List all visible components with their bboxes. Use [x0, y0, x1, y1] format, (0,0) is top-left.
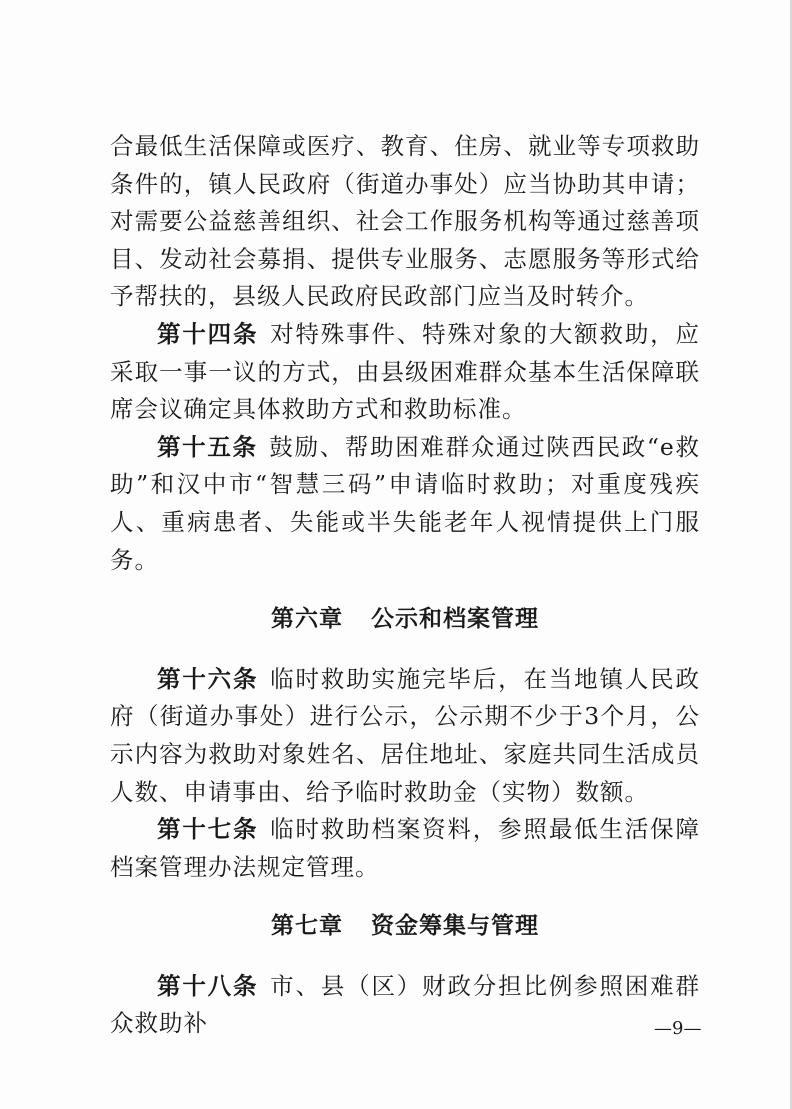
- article-text: 鼓励、帮助困难群众通过陕西民政“e救助”和汉中市“智慧三码”申请临时救助；对重度残疾人、重病患者、失能或半失能老年人视情提供上门服务。: [110, 432, 701, 574]
- page-number: —9—: [654, 1018, 702, 1039]
- chapter-6-heading: [110, 601, 700, 639]
- chapter-title: 公示和档案管理: [371, 606, 539, 633]
- article-heading: 第十五条: [157, 432, 258, 461]
- article-text: 临时救助实施完毕后，在当地镇人民政府（街道办事处）进行公示，公示期不少于3个月，公示内容为救助对象姓名、居住地址、家庭共同生活成员人数、申请事由、给予临时救助金（实物）数额。: [110, 664, 701, 806]
- document-body: [110, 128, 700, 1043]
- paragraph-continuation: [110, 128, 700, 316]
- article-text: 市、县（区）财政分担比例参照困难群众救助补: [110, 971, 701, 1038]
- chapter-number: 第六章: [271, 606, 343, 633]
- chapter-number: 第七章: [271, 913, 343, 940]
- article-17: [110, 811, 700, 886]
- article-text: 临时救助档案资料，参照最低生活保障档案管理办法规定管理。: [110, 815, 701, 881]
- chapter-title: 资金筹集与管理: [371, 913, 539, 940]
- article-heading: 第十八条: [157, 971, 259, 1000]
- chapter-7-heading: [110, 908, 700, 946]
- article-heading: 第十四条: [157, 319, 259, 348]
- article-15: [110, 429, 700, 579]
- article-heading: 第十七条: [157, 815, 259, 844]
- article-18: [110, 968, 700, 1043]
- article-heading: 第十六条: [157, 664, 259, 693]
- article-14: [110, 316, 700, 429]
- paragraph-text: 合最低生活保障或医疗、教育、住房、就业等专项救助条件的，镇人民政府（街道办事处）应当协助其申请；对需要公益慈善组织、社会工作服务机构等通过慈善项目、发动社会募捐、提供专业服务、志愿服务等形式给予帮扶的，县级人民政府民政部门应当及时转介。: [110, 132, 700, 311]
- article-16: [110, 661, 700, 811]
- article-text: 对特殊事件、特殊对象的大额救助，应采取一事一议的方式，由县级困难群众基本生活保障联席会议确定具体救助方式和救助标准。: [110, 319, 701, 424]
